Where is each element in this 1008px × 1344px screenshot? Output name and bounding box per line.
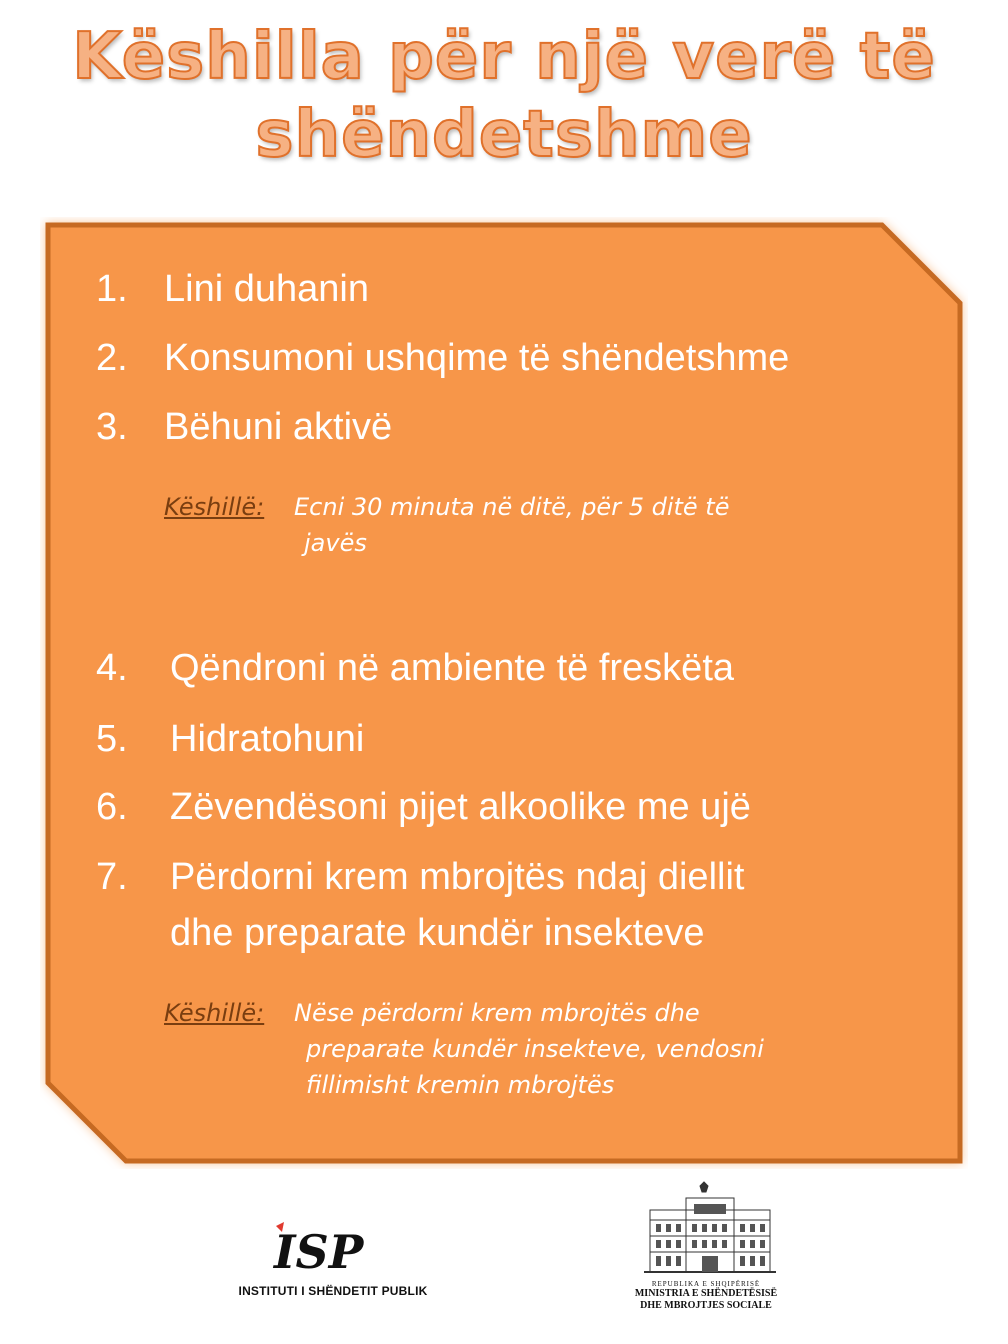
list-item: [96, 779, 916, 835]
title-line-1: Këshilla për një verë të: [72, 20, 936, 94]
tips-panel: [40, 217, 968, 1169]
item-text: Zëvendësoni pijet alkoolike me ujë: [170, 786, 751, 828]
item-text: Qëndroni në ambiente të freskëta: [170, 647, 735, 689]
advice-line-1: Ecni 30 minuta në ditë, për 5 ditë të: [294, 493, 730, 521]
item-number: 5.: [96, 718, 128, 760]
item-text: Konsumoni ushqime të shëndetshme: [164, 337, 790, 379]
poster-title: [0, 18, 1008, 174]
isp-logo-icon: [230, 1220, 390, 1284]
advice-line-2: preparate kundër insekteve, vendosni: [306, 1035, 764, 1063]
tips-list: [40, 217, 968, 1169]
item-text-line-2: dhe preparate kundër insekteve: [170, 912, 705, 954]
item-text-line-1: Përdorni krem mbrojtës ndaj diellit: [170, 856, 745, 898]
ministry-building-icon: [640, 1180, 780, 1280]
item-number: 1.: [96, 268, 128, 310]
ministry-line-1: MINISTRIA E SHËNDETËSISË: [634, 1288, 778, 1299]
advice-label: Këshillë:: [164, 493, 265, 521]
item-text: Hidratohuni: [170, 718, 365, 760]
advice-2: [164, 995, 924, 1105]
advice-line-1: Nëse përdorni krem mbrojtës dhe: [294, 999, 700, 1027]
item-number: 2.: [96, 337, 128, 379]
footer: [0, 1180, 1008, 1344]
advice-line-3: fillimisht kremin mbrojtës: [306, 1071, 615, 1099]
isp-name: INSTITUTI I SHËNDETIT PUBLIK: [238, 1284, 428, 1298]
title-line-2: shëndetshme: [255, 98, 753, 172]
item-number: 7.: [96, 856, 128, 898]
ministry-country: REPUBLIKA E SHQIPËRISË: [651, 1280, 761, 1288]
item-number: 4.: [96, 647, 128, 689]
list-item: [96, 261, 916, 317]
advice-line-2: javës: [304, 529, 367, 557]
ministry-name: [608, 1280, 804, 1312]
isp-logo-mark: ISP: [274, 1225, 364, 1279]
item-text: Lini duhanin: [164, 268, 369, 310]
item-number: 3.: [96, 406, 128, 448]
list-item: [96, 399, 916, 455]
list-item: [96, 330, 916, 386]
list-item: [96, 640, 916, 696]
advice-1: [164, 489, 904, 569]
item-number: 6.: [96, 786, 128, 828]
list-item: [96, 711, 916, 767]
list-item: [96, 849, 916, 961]
item-text: Bëhuni aktivë: [164, 406, 393, 448]
advice-label: Këshillë:: [164, 999, 265, 1027]
ministry-line-2: DHE MBROJTJES SOCIALE: [640, 1300, 772, 1311]
